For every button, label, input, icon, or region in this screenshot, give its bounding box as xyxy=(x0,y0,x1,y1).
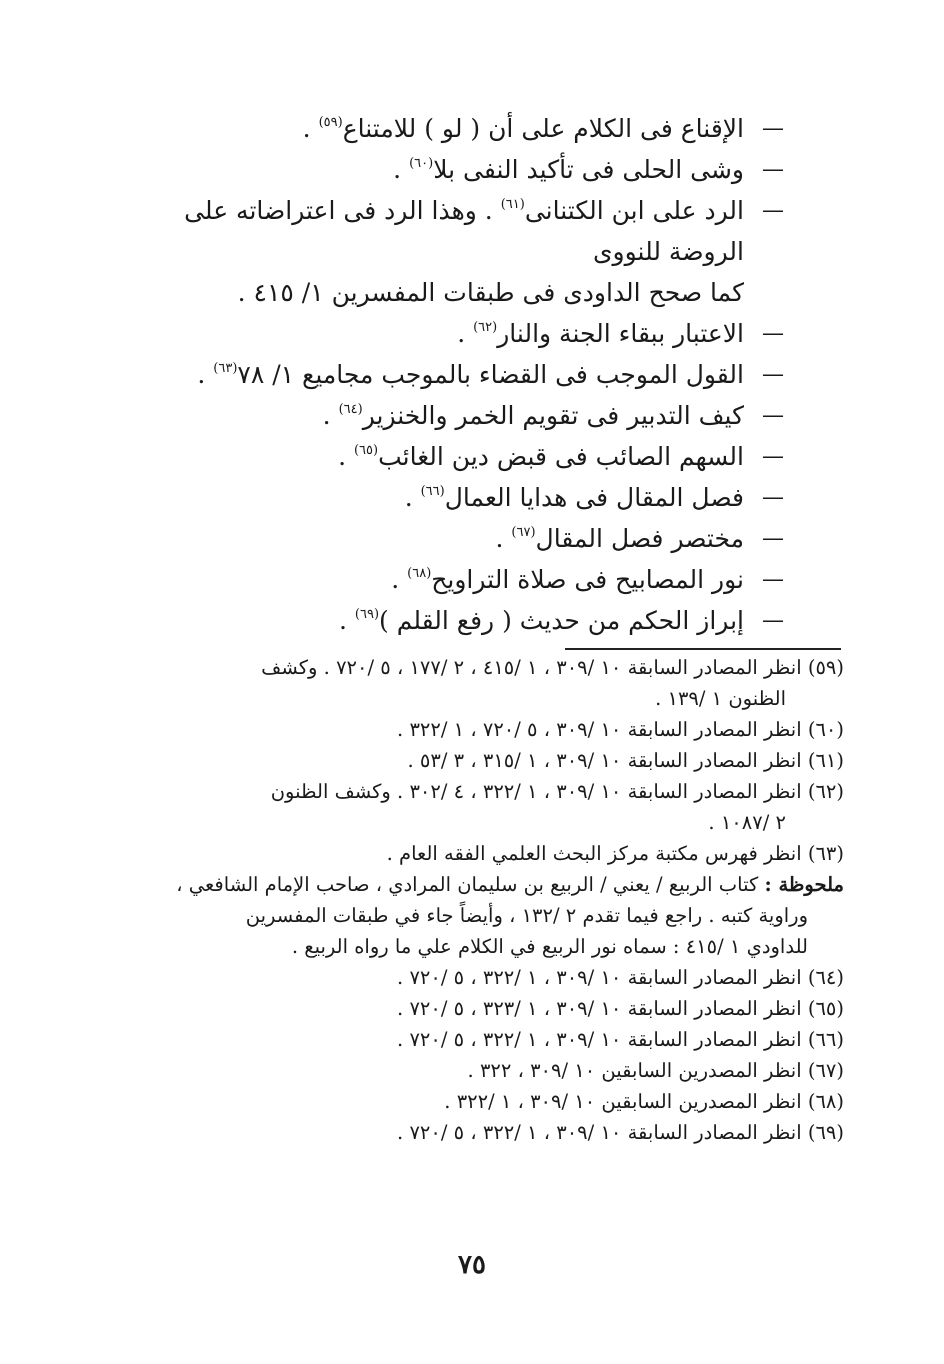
footnote xyxy=(164,838,844,869)
list-item xyxy=(154,149,794,190)
footnote xyxy=(164,993,844,1024)
dash-marker: — xyxy=(762,198,784,223)
dash-marker: — xyxy=(762,444,784,469)
list-item xyxy=(154,436,794,477)
footnote-text: انظر المصدرين السابقين ١٠ /٣٠٩ ، ٣٢٢ . xyxy=(467,1059,802,1082)
footnote-label: (٦٧) xyxy=(807,1059,844,1082)
list-item xyxy=(154,477,794,518)
footnote-text: انظر المصدرين السابقين ١٠ /٣٠٩ ، ١ /٣٢٢ . xyxy=(444,1090,802,1113)
list-item-text: الإقناع فى الكلام على أن ( لو ) للامتناع$^{(٥٩)}$ . xyxy=(302,114,744,143)
footnote-label: (٦١) xyxy=(807,749,844,772)
footnote-ref: (٦٥) xyxy=(353,443,379,458)
dash-marker: — xyxy=(762,485,784,510)
footnote-ref: (٦٤) xyxy=(338,402,363,417)
list-item xyxy=(154,518,794,559)
footnote-text: انظر المصادر السابقة ١٠ /٣٠٩ ، ١ /٣٢٢ ، ٥ /٧٢٠ . xyxy=(397,966,802,989)
page-number: ٧٥ xyxy=(458,1250,486,1280)
footnote-text: انظر فهرس مكتبة مركز البحث العلمي الفقه العام . xyxy=(386,842,802,865)
footnote-label: (٦٢) xyxy=(807,780,844,803)
list-item-text: نور المصابيح فى صلاة التراويح$^{(٦٨)}$ . xyxy=(391,565,744,594)
dash-marker: — xyxy=(762,157,784,182)
dash-marker: — xyxy=(762,403,784,428)
footnote-text: انظر المصادر السابقة ١٠ /٣٠٩ ، ١ /٣٢٢ ، ٥ /٧٢٠ . xyxy=(397,1028,802,1051)
footnote-text: انظر المصادر السابقة ١٠ /٣٠٩ ، ٥ /٧٢٠ ، ١ /٣٢٢ . xyxy=(397,718,802,741)
footnote-text: انظر المصادر السابقة ١٠ /٣٠٩ ، ١ /٣١٥ ، ٣ /٥٣ . xyxy=(407,749,802,772)
list-item xyxy=(154,559,794,600)
remark-text: كتاب الربيع / يعني / الربيع بن سليمان المرادي ، صاحب الإمام الشافعي ، xyxy=(176,873,759,896)
footnote-text: انظر المصادر السابقة ١٠ /٣٠٩ ، ١ /٤١٥ ، ٢ /١٧٧ ، ٥ /٧٢٠ . وكشف xyxy=(261,656,802,679)
footnote-label: (٦٨) xyxy=(807,1090,844,1113)
remark-continuation: للداودي ١ /٤١٥ : سماه نور الربيع في الكلام علي ما رواه الربيع . xyxy=(291,935,808,958)
footnote xyxy=(164,652,844,714)
footnote-label: (٦٣) xyxy=(807,842,844,865)
footnote-label: (٦٤) xyxy=(807,966,844,989)
list-item xyxy=(154,190,794,313)
footnote-continuation: ٢ /١٠٨٧ . xyxy=(708,811,786,834)
footnote-label: (٦٥) xyxy=(807,997,844,1020)
footnote-ref: (٦١) xyxy=(500,197,525,212)
footnote-ref: (٦٢) xyxy=(473,320,498,335)
footnote-ref: (٥٩) xyxy=(318,115,343,130)
list-item-text: السهم الصائب فى قبض دين الغائب$^{(٦٥)}$ . xyxy=(338,442,744,471)
remark-note xyxy=(164,869,844,962)
footnotes-section xyxy=(164,652,844,1148)
remark-continuation: وراوية كتبه . راجع فيما تقدم ٢ /١٣٢ ، وأيضاً جاء في طبقات المفسرين xyxy=(245,904,808,927)
footnote xyxy=(164,1086,844,1117)
footnote xyxy=(164,776,844,838)
dash-marker: — xyxy=(762,362,784,387)
footnote-ref: (٦٣) xyxy=(213,361,238,376)
footnote-ref: (٦٧) xyxy=(511,525,536,540)
footnote-label: (٦٠) xyxy=(807,718,844,741)
dash-marker: — xyxy=(762,567,784,592)
list-item xyxy=(154,354,794,395)
footnote-continuation: الظنون ١ /١٣٩ . xyxy=(655,687,786,710)
footnote-label: (٦٩) xyxy=(807,1121,844,1144)
list-item xyxy=(154,313,794,354)
footnote-label: (٥٩) xyxy=(807,656,844,679)
list-item xyxy=(154,600,794,641)
footnote-label: (٦٦) xyxy=(807,1028,844,1051)
dash-marker: — xyxy=(762,608,784,633)
footnote xyxy=(164,1024,844,1055)
list-item-text: فصل المقال فى هدايا العمال$^{(٦٦)}$ . xyxy=(404,483,744,512)
footnote xyxy=(164,1117,844,1148)
list-item-text: الرد على ابن الكتنانى$^{(٦١)}$ . وهذا الرد فى اعتراضاته على الروضة للنووى كما صحح الداودى فى طبقات المفسرين ١/ ٤١٥ . xyxy=(154,190,744,313)
works-list xyxy=(154,108,794,641)
dash-marker: — xyxy=(762,116,784,141)
footnote-ref: (٦٦) xyxy=(420,484,445,499)
footnote xyxy=(164,962,844,993)
footnote xyxy=(164,745,844,776)
footnote-text: انظر المصادر السابقة ١٠ /٣٠٩ ، ١ /٣٢٢ ، ٥ /٧٢٠ . xyxy=(397,1121,802,1144)
footnote xyxy=(164,1055,844,1086)
footnote-ref: (٦٠) xyxy=(409,156,434,171)
footnote-text: انظر المصادر السابقة ١٠ /٣٠٩ ، ١ /٣٢٢ ، ٤ /٣٠٢ . وكشف الظنون xyxy=(270,780,802,803)
footnote xyxy=(164,714,844,745)
list-item-text: إبراز الحكم من حديث ( رفع القلم )$^{(٦٩)}$ . xyxy=(339,606,744,635)
footnote-text: انظر المصادر السابقة ١٠ /٣٠٩ ، ١ /٣٢٣ ، ٥ /٧٢٠ . xyxy=(397,997,802,1020)
list-item-text: وشى الحلى فى تأكيد النفى بلا$^{(٦٠)}$ . xyxy=(393,155,744,184)
list-item-text: القول الموجب فى القضاء بالموجب مجاميع ١/ ٧٨$^{(٦٣)}$ . xyxy=(197,360,744,389)
list-item-text: الاعتبار ببقاء الجنة والنار$^{(٦٢)}$ . xyxy=(457,319,744,348)
list-item-continuation: كما صحح الداودى فى طبقات المفسرين ١/ ٤١٥ . xyxy=(237,278,744,307)
list-item-text: مختصر فصل المقال$^{(٦٧)}$ . xyxy=(495,524,744,553)
footnote-ref: (٦٩) xyxy=(354,607,380,622)
list-item xyxy=(154,395,794,436)
footnote-ref: (٦٨) xyxy=(407,566,432,581)
footnote-separator xyxy=(565,648,841,650)
list-item-text: كيف التدبير فى تقويم الخمر والخنزير$^{(٦٤)}$ . xyxy=(322,401,744,430)
dash-marker: — xyxy=(762,321,784,346)
list-item xyxy=(154,108,794,149)
remark-label: ملحوظة : xyxy=(764,873,844,896)
dash-marker: — xyxy=(762,526,784,551)
